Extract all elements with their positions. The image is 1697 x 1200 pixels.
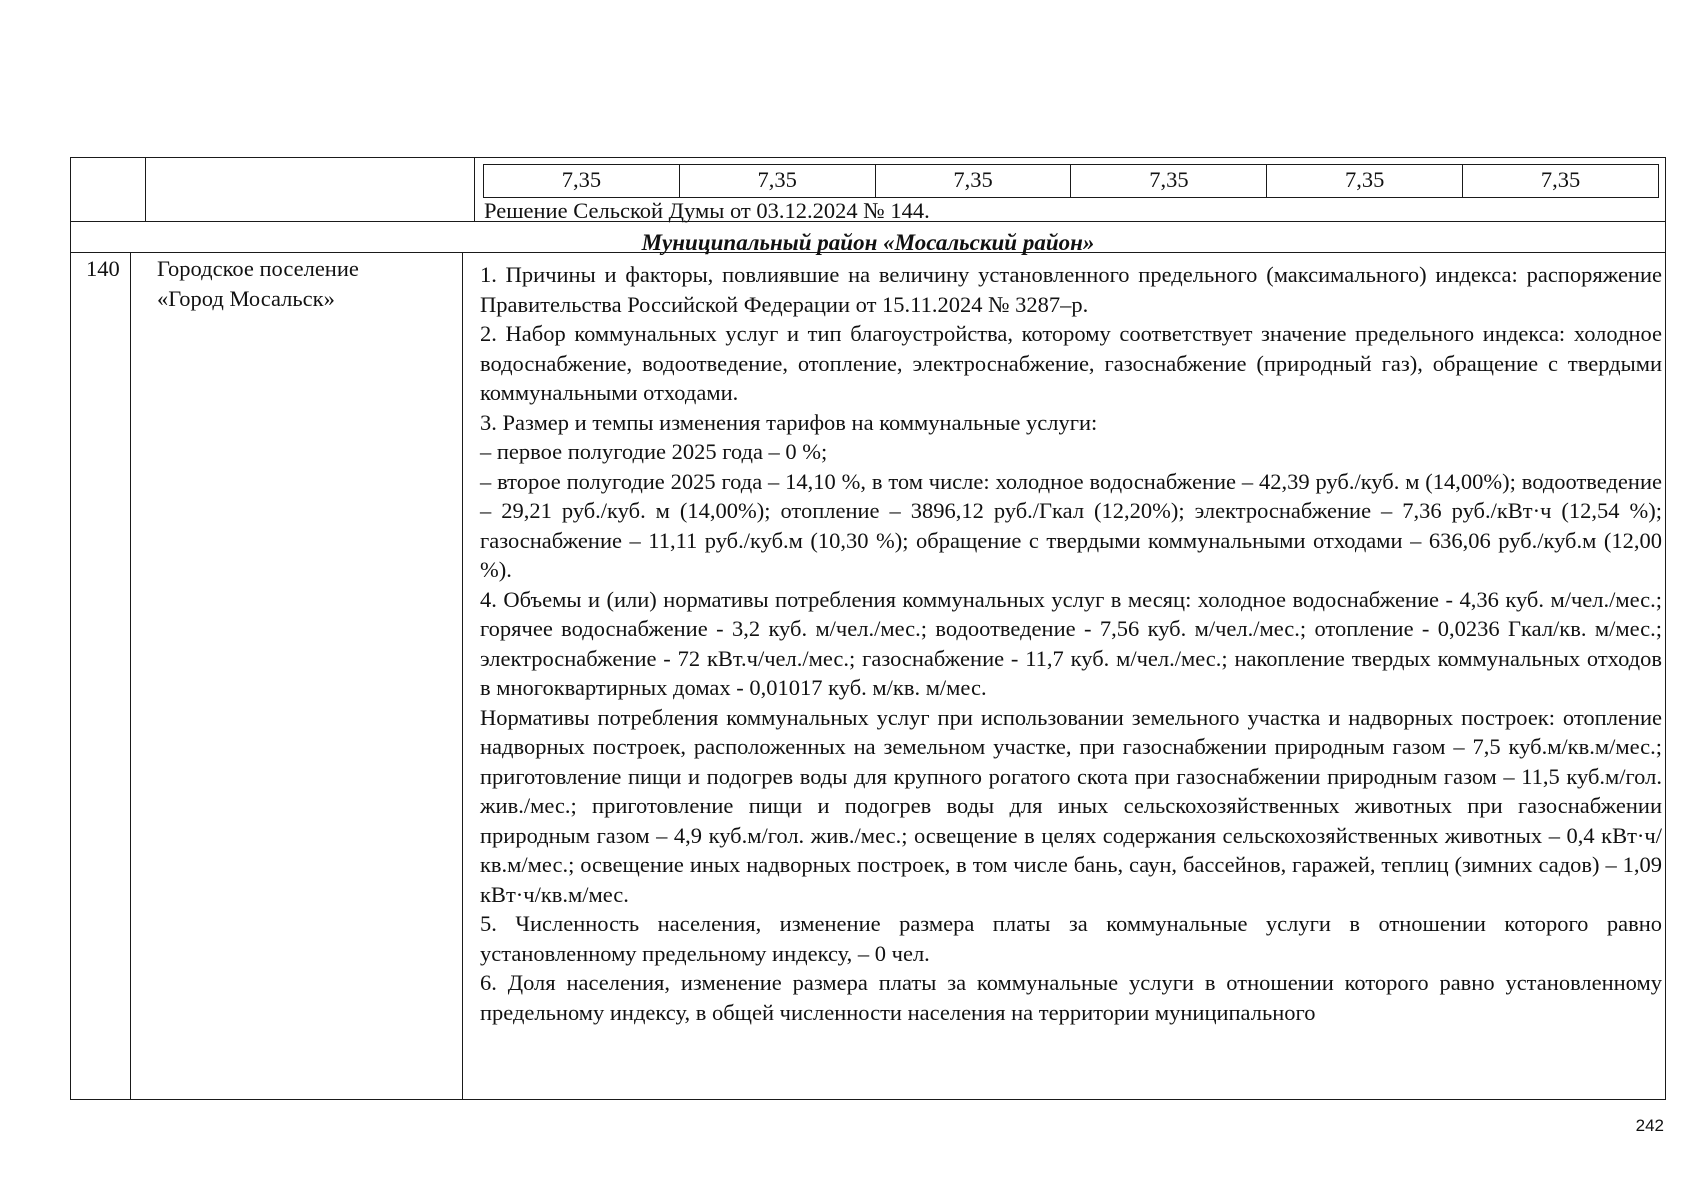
index-value-cell: 7,35 bbox=[876, 165, 1072, 197]
settlement-name bbox=[157, 254, 457, 314]
content-paragraph: – первое полугодие 2025 года – 0 %; bbox=[480, 439, 828, 464]
content-paragraph: 3. Размер и темпы изменения тарифов на коммунальные услуги: bbox=[480, 409, 1098, 435]
settlement-name-line: Городское поселение bbox=[157, 256, 359, 281]
column-divider bbox=[145, 157, 146, 221]
content-paragraph: 1. Причины и факторы, повлиявшие на величину установленного предельного (максимального) индекса: распоряжение Правительства Российской Федерации от 15.11.2024 № 3287–р. bbox=[480, 262, 1662, 317]
content-paragraph: 5. Численность населения, изменение размера платы за коммунальные услуги в отношении которого равно установленному предельному индексу, – 0 чел. bbox=[480, 911, 1662, 966]
index-values-table bbox=[483, 164, 1659, 198]
row-number: 140 bbox=[86, 256, 120, 281]
index-value-cell: 7,35 bbox=[1071, 165, 1267, 197]
index-value-cell: 7,35 bbox=[680, 165, 876, 197]
column-divider bbox=[130, 252, 131, 1100]
index-value-cell: 7,35 bbox=[1267, 165, 1463, 197]
content-paragraph: – второе полугодие 2025 года – 14,10 %, в том числе: холодное водоснабжение – 42,39 руб./куб. м (14,00%); водоотведение – 29,21 руб./куб. м (14,00%); отопление – 3896,12 руб./Гкал (12,20%); электроснабжение – 7,36 руб./кВт·ч (12,54 %); газоснабжение – 11,11 руб./куб.м (10,30 %); обращение с твердыми коммунальными отходами – 636,06 руб./куб.м (12,00 %). bbox=[480, 468, 1662, 582]
column-divider bbox=[462, 252, 463, 1100]
content-paragraph: Нормативы потребления коммунальных услуг при использовании земельного участка и надворных построек: отопление надворных построек, расположенных на земельном участке, при газоснабжении природным газом – 7,5 куб.м/кв.м/мес.; приготовление пищи и подогрев воды для крупного рогатого скота при газоснабжении природным газом – 11,5 куб.м/гол. жив./мес.; приготовление пищи и подогрев воды для иных сельскохозяйственных животных при газоснабжении природным газом – 4,9 куб.м/гол. жив./мес.; освещение в целях содержания сельскохозяйственных животных – 0,4 кВт·ч/кв.м/мес.; освещение иных надворных построек, в том числе бань, саун, бассейнов, гаражей, теплиц (зимних садов) – 1,09 кВт·ч/кв.м/мес. bbox=[480, 704, 1662, 907]
index-value-cell: 7,35 bbox=[484, 165, 680, 197]
row-content bbox=[480, 260, 1662, 1027]
page-number: 242 bbox=[1635, 1116, 1664, 1135]
section-title: Муниципальный район «Мосальский район» bbox=[641, 230, 1095, 255]
index-value-cell: 7,35 bbox=[1540, 167, 1581, 192]
content-paragraph: 2. Набор коммунальных услуг и тип благоустройства, которому соответствует значение предельного индекса: холодное водоснабжение, водоотведение, отопление, электроснабжение, газоснабжение (природный газ), обращение с твердыми коммунальными отходами. bbox=[480, 321, 1662, 405]
decision-text: Решение Сельской Думы от 03.12.2024 № 144. bbox=[484, 198, 930, 223]
content-paragraph: 6. Доля населения, изменение размера платы за коммунальные услуги в отношении которого равно установленному предельному индексу, в общей численности населения на территории муниципального bbox=[480, 970, 1662, 1025]
column-divider bbox=[474, 157, 475, 221]
content-paragraph: 4. Объемы и (или) нормативы потребления коммунальных услуг в месяц: холодное водоснабжение - 4,36 куб. м/чел./мес.; горячее водоснабжение - 3,2 куб. м/чел./мес.; водоотведение - 7,56 куб. м/чел./мес.; отопление - 0,0236 Гкал/кв. м/мес.; электроснабжение - 72 кВт.ч/чел./мес.; газоснабжение - 11,7 куб. м/чел./мес.; накопление твердых коммунальных отходов в многоквартирных домах - 0,01017 куб. м/кв. м/мес. bbox=[480, 586, 1662, 700]
settlement-name-line: «Город Мосальск» bbox=[157, 286, 335, 311]
